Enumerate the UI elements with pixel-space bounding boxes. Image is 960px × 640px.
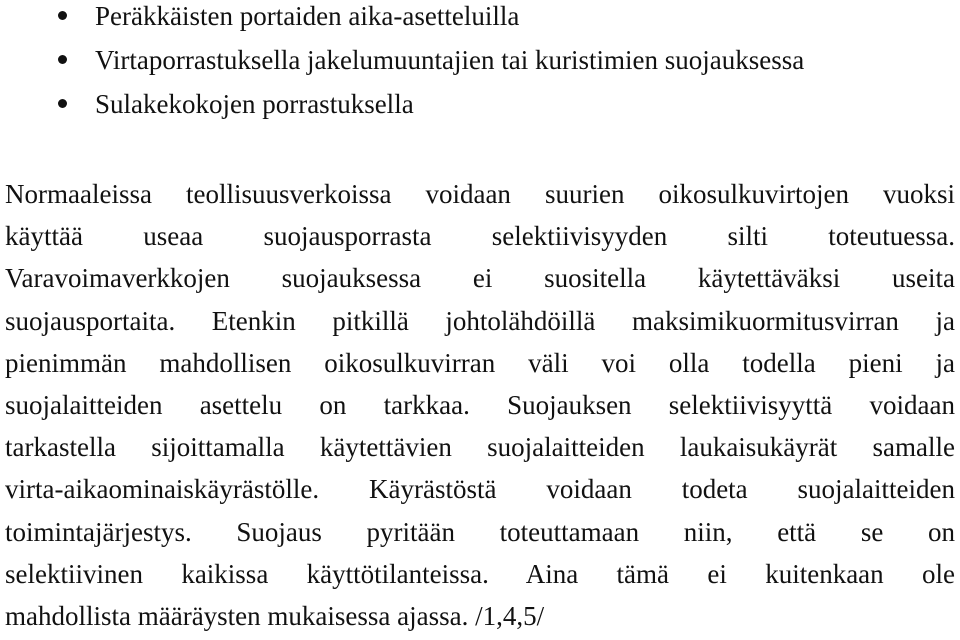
list-item-text: Peräkkäisten portaiden aika-asetteluilla xyxy=(95,1,520,31)
paragraph-line: suojalaitteiden asettelu on tarkkaa. Suojauksen selektiivisyyttä voidaan xyxy=(5,389,955,420)
paragraph-line: käyttää useaa suojausporrasta selektiivisyyden silti toteutuessa. xyxy=(5,221,955,252)
paragraph-line: mahdollista määräysten mukaisessa ajassa. /1,4,5/ xyxy=(5,600,545,631)
list-item xyxy=(0,44,960,88)
paragraph-line: Varavoimaverkkojen suojauksessa ei suositella käytettäväksi useita xyxy=(5,263,955,294)
bullet-icon xyxy=(58,99,67,108)
paragraph-line: toimintajärjestys. Suojaus pyritään toteuttamaan niin, että se on xyxy=(5,516,955,547)
bullet-list xyxy=(0,0,960,132)
paragraph-line: Normaaleissa teollisuusverkoissa voidaan suurien oikosulkuvirtojen vuoksi xyxy=(5,179,955,209)
list-item xyxy=(0,0,960,44)
paragraph-line: tarkastella sijoittamalla käytettävien suojalaitteiden laukaisukäyrät samalle xyxy=(5,432,955,463)
paragraph-line: pienimmän mahdollisen oikosulkuvirran väli voi olla todella pieni ja xyxy=(5,347,955,378)
paragraph-line: virta-aikaominaiskäyrästölle. Käyrästöstä voidaan todeta suojalaitteiden xyxy=(5,474,955,505)
bullet-icon xyxy=(58,11,67,20)
paragraph-line: selektiivinen kaikissa käyttötilanteissa. Aina tämä ei kuitenkaan ole xyxy=(5,558,955,589)
bullet-icon xyxy=(58,55,67,64)
list-item xyxy=(0,88,960,132)
body-paragraph xyxy=(5,173,955,637)
paragraph-line: suojausportaita. Etenkin pitkillä johtolähdöillä maksimikuormitusvirran ja xyxy=(5,305,955,336)
list-item-text: Sulakekokojen porrastuksella xyxy=(95,89,414,119)
list-item-text: Virtaporrastuksella jakelumuuntajien tai kuristimien suojauksessa xyxy=(95,45,805,75)
